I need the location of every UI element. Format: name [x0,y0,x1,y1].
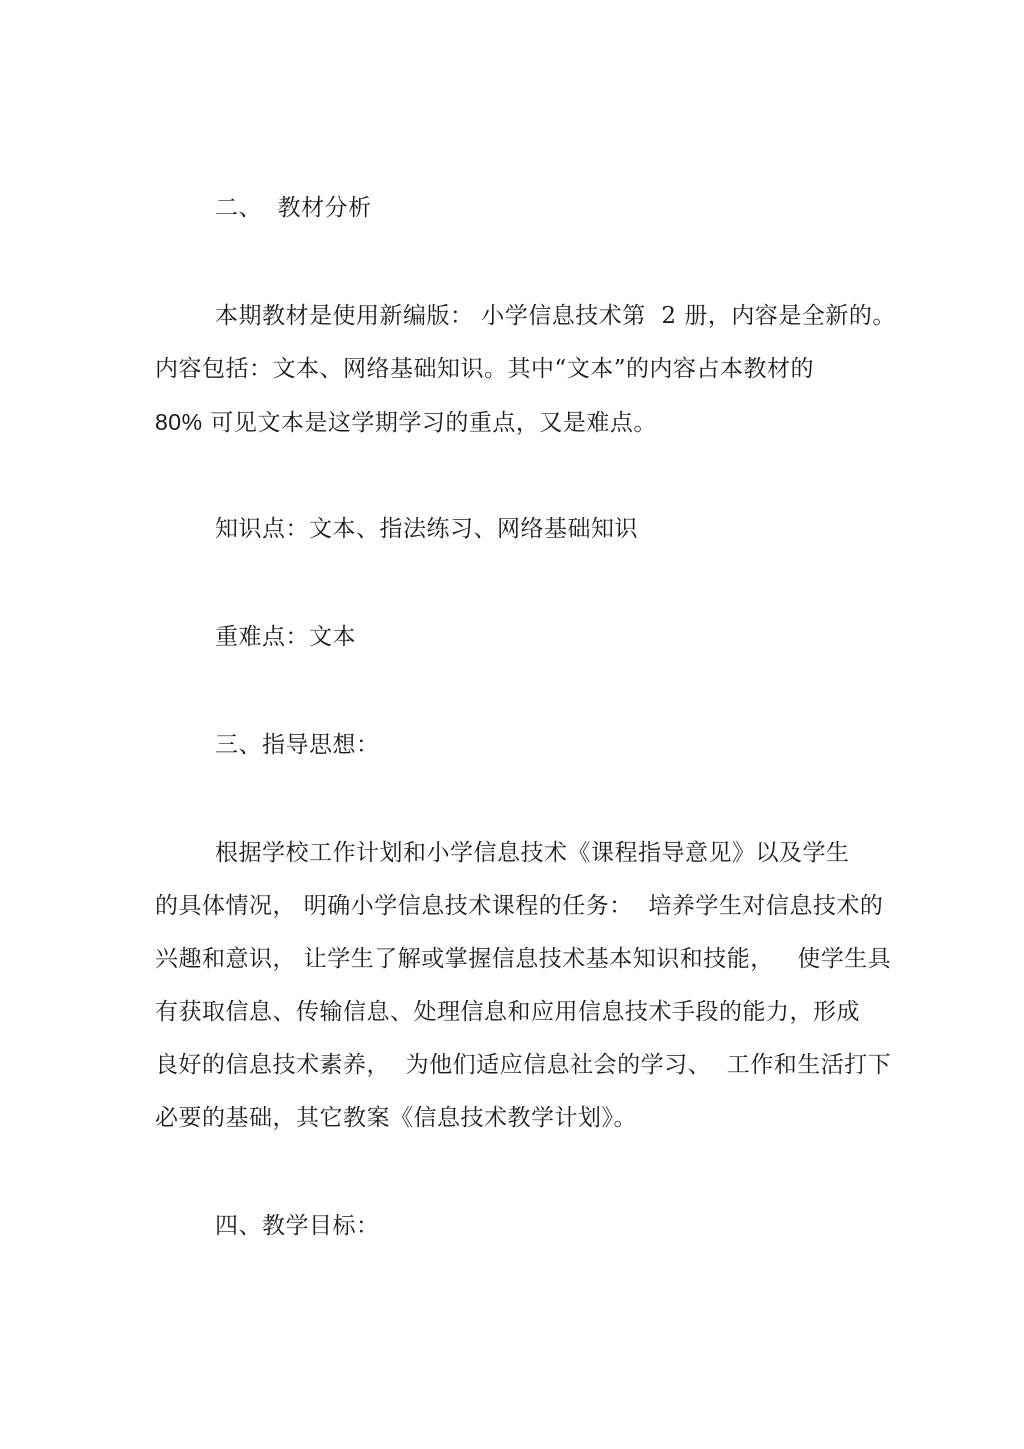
paragraph-line: 本期教材是使用新编版： 小学信息技术第 2 册，内容是全新的。 [215,303,896,329]
paragraph-line: 良好的信息技术素养， 为他们适应信息社会的学习、 工作和生活打下 [155,1052,892,1078]
key-points: 重难点：文本 [215,624,356,650]
section-heading-textbook-analysis: 二、 教材分析 [215,195,372,221]
section-heading-teaching-goals: 四、教学目标： [215,1213,380,1239]
paragraph-line: 兴趣和意识， 让学生了解或掌握信息技术基本知识和技能， 使学生具 [155,946,892,972]
section-heading-guiding-thought: 三、指导思想： [215,732,380,758]
paragraph-line: 内容包括：文本、网络基础知识。其中“文本”的内容占本教材的 [155,356,815,382]
paragraph-line-text: 可见文本是这学期学习的重点，又是难点。 [202,410,657,436]
paragraph-line: 根据学校工作计划和小学信息技术《课程指导意见》以及学生 [215,840,850,866]
percentage-value: 80% [155,409,203,435]
paragraph-line: 有获取信息、传输信息、处理信息和应用信息技术手段的能力，形成 [155,999,860,1025]
knowledge-points: 知识点：文本、指法练习、网络基础知识 [215,516,638,542]
paragraph-line [155,407,657,438]
paragraph-line: 必要的基础，其它教案《信息技术教学计划》。 [155,1105,637,1131]
paragraph-line: 的具体情况， 明确小学信息技术课程的任务： 培养学生对信息技术的 [155,893,884,919]
